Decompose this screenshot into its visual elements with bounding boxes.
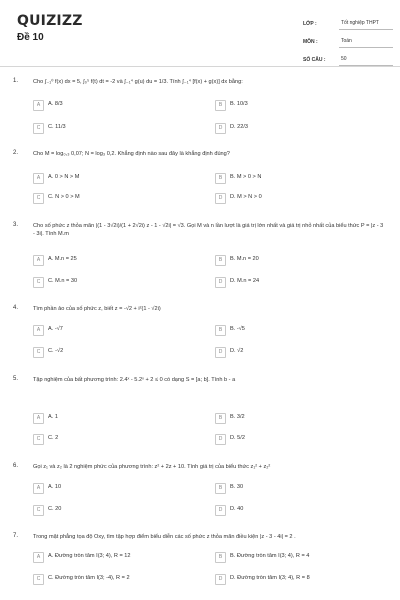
- option-text: C. 2: [48, 435, 59, 441]
- option-text: B. 10/3: [230, 101, 248, 107]
- option-text: A. 1: [48, 414, 58, 420]
- option-c[interactable]: [33, 505, 203, 515]
- option-letter-box: B: [215, 100, 226, 111]
- option-letter-box: A: [33, 173, 44, 184]
- option-letter-box: B: [215, 255, 226, 266]
- option-text: B. -√5: [230, 326, 245, 332]
- option-b[interactable]: [215, 325, 385, 335]
- meta-class-row: [303, 14, 393, 30]
- option-letter-box: A: [33, 483, 44, 494]
- option-letter-box: D: [215, 193, 226, 204]
- option-letter-box: B: [215, 325, 226, 336]
- option-letter-box: A: [33, 100, 44, 111]
- option-letter-box: D: [215, 123, 226, 134]
- option-letter-box: B: [215, 552, 226, 563]
- option-b[interactable]: [215, 413, 385, 423]
- option-text: C. -√2: [48, 348, 64, 354]
- meta-count-row: [303, 50, 393, 66]
- option-c[interactable]: [33, 193, 203, 203]
- option-b[interactable]: [215, 552, 385, 562]
- option-d[interactable]: [215, 505, 385, 515]
- option-text: D. Đường tròn tâm I(3; 4), R = 8: [230, 575, 310, 581]
- quizizz-logo: QUIZIZZ: [17, 13, 83, 29]
- meta-subject-value: Toán: [339, 38, 393, 48]
- worksheet-meta: [303, 14, 393, 68]
- option-letter-box: A: [33, 255, 44, 266]
- option-a[interactable]: [33, 100, 203, 110]
- page-title: Đề 10: [17, 32, 44, 43]
- option-b[interactable]: [215, 483, 385, 493]
- question-number: 6.: [13, 463, 19, 469]
- option-d[interactable]: [215, 277, 385, 287]
- question-text: Cho số phức z thỏa mãn |(1 - 3√2i)/(1 + 2√2i) z - 1 - √2i| = √3. Gọi M và n lần lượt là giá trị lớn nhất và giá trị nhỏ nhất của biểu thức P = |z - 3 - 3i|. Tính M.m: [33, 223, 384, 237]
- option-text: B. 30: [230, 484, 244, 490]
- option-a[interactable]: [33, 413, 203, 423]
- option-text: D. 5/2: [230, 435, 245, 441]
- option-text: A. M.n = 25: [48, 256, 77, 262]
- option-letter-box: B: [215, 483, 226, 494]
- option-letter-box: D: [215, 505, 226, 516]
- meta-class-label: LỚP :: [303, 21, 317, 27]
- option-a[interactable]: [33, 483, 203, 493]
- option-text: A. Đường tròn tâm I(3; 4), R = 12: [48, 553, 131, 559]
- option-letter-box: C: [33, 193, 44, 204]
- option-text: C. 20: [48, 506, 62, 512]
- option-d[interactable]: [215, 574, 385, 584]
- option-d[interactable]: [215, 347, 385, 357]
- option-text: D. √2: [230, 348, 244, 354]
- option-c[interactable]: [33, 347, 203, 357]
- option-letter-box: B: [215, 413, 226, 424]
- option-letter-box: D: [215, 434, 226, 445]
- question-number: 5.: [13, 376, 19, 382]
- option-letter-box: D: [215, 277, 226, 288]
- header-divider: [0, 66, 400, 67]
- option-b[interactable]: [215, 100, 385, 110]
- option-c[interactable]: [33, 574, 203, 584]
- option-b[interactable]: [215, 173, 385, 183]
- question-number: 3.: [13, 222, 19, 228]
- option-d[interactable]: [215, 434, 385, 444]
- question-text: Cho ∫₋₁⁰ f(x) dx = 5, ∫₀⁵ f(t) dt = -2 và ∫₋₁⁴ g(u) du = 1/3. Tính ∫₋₁⁴ [f(x) + g(x)] dx bằng:: [33, 79, 243, 85]
- option-text: D. 40: [230, 506, 244, 512]
- option-a[interactable]: [33, 173, 203, 183]
- option-text: D. M.n = 24: [230, 278, 260, 284]
- option-c[interactable]: [33, 434, 203, 444]
- question-text: Gọi z₁ và z₂ là 2 nghiệm phức của phương trình: z² + 2z + 10. Tính giá trị của biểu thức z₁² + z₂²: [33, 464, 271, 470]
- option-text: B. Đường tròn tâm I(3; 4), R = 4: [230, 553, 310, 559]
- option-text: C. 11/3: [48, 124, 66, 130]
- option-text: A. 10: [48, 484, 62, 490]
- option-letter-box: C: [33, 347, 44, 358]
- option-d[interactable]: [215, 123, 385, 133]
- question-number: 4.: [13, 305, 19, 311]
- option-text: D. M > N > 0: [230, 194, 262, 200]
- option-letter-box: A: [33, 552, 44, 563]
- option-letter-box: B: [215, 173, 226, 184]
- question-text: Tập nghiệm của bất phương trình: 2.4ˣ - 5.2ˣ + 2 ≤ 0 có dạng S = [a; b]. Tính b - a: [33, 377, 236, 383]
- option-text: C. M.n = 30: [48, 278, 78, 284]
- option-text: C. N > 0 > M: [48, 194, 80, 200]
- option-letter-box: D: [215, 347, 226, 358]
- option-text: A. 8/3: [48, 101, 63, 107]
- option-text: A. 0 > N > M: [48, 174, 80, 180]
- option-d[interactable]: [215, 193, 385, 203]
- question-number: 7.: [13, 533, 19, 539]
- question-text: Trong mặt phẳng tọa độ Oxy, tìm tập hợp điểm biểu diễn các số phức z thỏa mãn điều kiện |z - 3 - 4i| = 2 .: [33, 534, 296, 540]
- option-text: B. 3/2: [230, 414, 245, 420]
- question-number: 1.: [13, 78, 19, 84]
- option-letter-box: C: [33, 574, 44, 585]
- option-a[interactable]: [33, 255, 203, 265]
- option-text: D. 22/3: [230, 124, 249, 130]
- meta-subject-row: [303, 32, 393, 48]
- option-c[interactable]: [33, 123, 203, 133]
- option-text: B. M.n = 20: [230, 256, 259, 262]
- option-letter-box: C: [33, 505, 44, 516]
- meta-count-value: 50: [339, 56, 393, 66]
- option-letter-box: D: [215, 574, 226, 585]
- question-text: Cho M = log₀,₃ 0,07; N = log₃ 0,2. Khẳng định nào sau đây là khẳng định đúng?: [33, 151, 230, 157]
- option-a[interactable]: [33, 552, 203, 562]
- option-a[interactable]: [33, 325, 203, 335]
- option-text: A. -√7: [48, 326, 63, 332]
- question-number: 2.: [13, 150, 19, 156]
- meta-subject-label: MÔN :: [303, 39, 318, 45]
- option-letter-box: C: [33, 123, 44, 134]
- option-letter-box: A: [33, 325, 44, 336]
- option-text: C. Đường tròn tâm I(3; -4), R = 2: [48, 575, 130, 581]
- option-b[interactable]: [215, 255, 385, 265]
- option-c[interactable]: [33, 277, 203, 287]
- option-text: B. M > 0 > N: [230, 174, 262, 180]
- meta-count-label: SỐ CÂU :: [303, 57, 326, 63]
- option-letter-box: C: [33, 277, 44, 288]
- question-text: Tìm phần ảo của số phức z, biết z = -√2 + i²(1 - √2i): [33, 306, 161, 312]
- meta-class-value: Tốt nghiệp THPT: [339, 20, 393, 30]
- option-letter-box: C: [33, 434, 44, 445]
- option-letter-box: A: [33, 413, 44, 424]
